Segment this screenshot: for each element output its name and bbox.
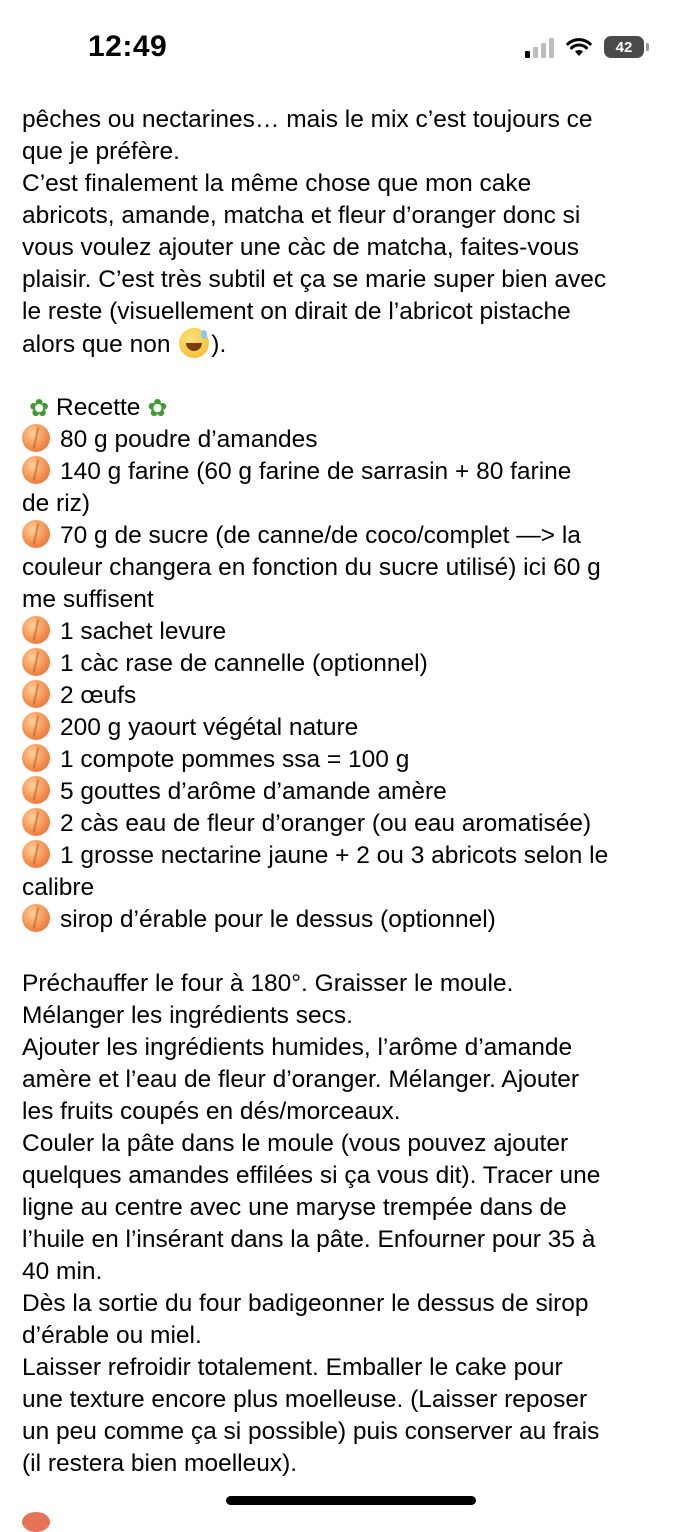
peach-emoji-icon — [22, 520, 50, 548]
text-line: que je préfère. — [22, 138, 180, 165]
home-indicator[interactable] — [226, 1496, 476, 1505]
ingredient-text: 140 g farine (60 g farine de sarrasin + 80 farine — [60, 458, 572, 485]
herb-emoji-icon: ✿ — [28, 395, 50, 422]
peach-emoji-icon — [22, 808, 50, 836]
text-line: C’est finalement la même chose que mon cake — [22, 170, 532, 197]
peach-emoji-icon — [22, 616, 50, 644]
ingredient-text: 5 gouttes d’arôme d’amande amère — [60, 778, 447, 805]
list-item — [22, 424, 682, 456]
peach-emoji-icon — [22, 424, 50, 452]
blank-line — [22, 936, 682, 968]
text-line: abricots, amande, matcha et fleur d’oranger donc si — [22, 202, 581, 229]
ingredient-text: 80 g poudre d’amandes — [60, 426, 318, 453]
peach-emoji-icon — [22, 744, 50, 772]
text-line: Dès la sortie du four badigeonner le dessus de sirop — [22, 1290, 589, 1317]
ingredient-text: 200 g yaourt végétal nature — [60, 714, 359, 741]
intro-paragraph — [22, 104, 682, 360]
text-line: l’huile en l’insérant dans la pâte. Enfourner pour 35 à — [22, 1226, 596, 1253]
text-line: Laisser refroidir totalement. Emballer le cake pour — [22, 1354, 563, 1381]
ingredient-text: 2 œufs — [60, 682, 137, 709]
list-item — [22, 904, 682, 936]
text-line: un peu comme ça si possible) puis conserver au frais — [22, 1418, 600, 1445]
ingredient-text: 2 càs eau de fleur d’oranger (ou eau aromatisée) — [60, 810, 592, 837]
recipe-title-text: Recette — [56, 394, 141, 421]
list-item — [22, 520, 682, 552]
text-line: calibre — [22, 874, 95, 901]
peach-emoji-icon — [22, 712, 50, 740]
text-line: les fruits coupés en dés/morceaux. — [22, 1098, 401, 1125]
text-line: amère et l’eau de fleur d’oranger. Mélanger. Ajouter — [22, 1066, 580, 1093]
ingredient-list — [22, 424, 682, 936]
list-item — [22, 712, 682, 744]
peach-emoji-icon — [22, 776, 50, 804]
list-item — [22, 840, 682, 872]
text-fragment: alors que non — [22, 331, 178, 358]
ingredient-text: 1 compote pommes ssa = 100 g — [60, 746, 410, 773]
text-line: Préchauffer le four à 180°. Graisser le moule. — [22, 970, 514, 997]
cellular-signal-icon — [525, 36, 554, 58]
list-item — [22, 648, 682, 680]
wifi-icon — [566, 37, 592, 57]
text-line: de riz) — [22, 490, 91, 517]
text-line: Ajouter les ingrédients humides, l’arôme d’amande — [22, 1034, 573, 1061]
battery-icon: 42 — [604, 36, 644, 58]
text-fragment: ). — [211, 331, 227, 358]
peach-emoji-icon — [22, 680, 50, 708]
text-line: plaisir. C’est très subtil et ça se marie super bien avec — [22, 266, 607, 293]
list-item — [22, 456, 682, 488]
herb-emoji-icon: ✿ — [147, 395, 168, 422]
text-line: (il restera bien moelleux). — [22, 1450, 298, 1477]
peach-emoji-icon — [22, 648, 50, 676]
text-line: quelques amandes effilées si ça vous dit). Tracer une — [22, 1162, 601, 1189]
emoji-peek-icon — [22, 1512, 50, 1532]
instructions-paragraph — [22, 968, 682, 1480]
text-line: ligne au centre avec une maryse trempée dans de — [22, 1194, 567, 1221]
peach-emoji-icon — [22, 456, 50, 484]
grinning-sweat-emoji-icon — [179, 328, 209, 358]
ingredient-text: 1 càc rase de cannelle (optionnel) — [60, 650, 428, 677]
list-item — [22, 616, 682, 648]
list-item — [22, 680, 682, 712]
status-icons — [525, 36, 644, 58]
note-body[interactable] — [22, 104, 682, 1480]
peach-emoji-icon — [22, 840, 50, 868]
text-line: le reste (visuellement on dirait de l’abricot pistache — [22, 298, 571, 325]
list-item — [22, 776, 682, 808]
text-line: me suffisent — [22, 586, 154, 613]
text-line: Mélanger les ingrédients secs. — [22, 1002, 353, 1029]
text-line: d’érable ou miel. — [22, 1322, 202, 1349]
recipe-title — [22, 392, 682, 424]
blank-line — [22, 360, 682, 392]
ingredient-text: 1 grosse nectarine jaune + 2 ou 3 abricots selon le — [60, 842, 609, 869]
ingredient-text: 70 g de sucre (de canne/de coco/complet —> la — [60, 522, 581, 549]
ingredient-text: 1 sachet levure — [60, 618, 227, 645]
text-line: couleur changera en fonction du sucre utilisé) ici 60 g — [22, 554, 601, 581]
status-bar — [0, 0, 700, 100]
text-line: vous voulez ajouter une càc de matcha, faites-vous — [22, 234, 580, 261]
list-item — [22, 744, 682, 776]
text-line: pêches ou nectarines… mais le mix c’est toujours ce — [22, 106, 593, 133]
text-line — [22, 328, 682, 360]
text-line: 40 min. — [22, 1258, 103, 1285]
text-line: Couler la pâte dans le moule (vous pouvez ajouter — [22, 1130, 569, 1157]
status-time: 12:49 — [88, 30, 168, 63]
list-item — [22, 808, 682, 840]
text-line: une texture encore plus moelleuse. (Laisser reposer — [22, 1386, 588, 1413]
peach-emoji-icon — [22, 904, 50, 932]
ingredient-text: sirop d’érable pour le dessus (optionnel) — [60, 906, 496, 933]
